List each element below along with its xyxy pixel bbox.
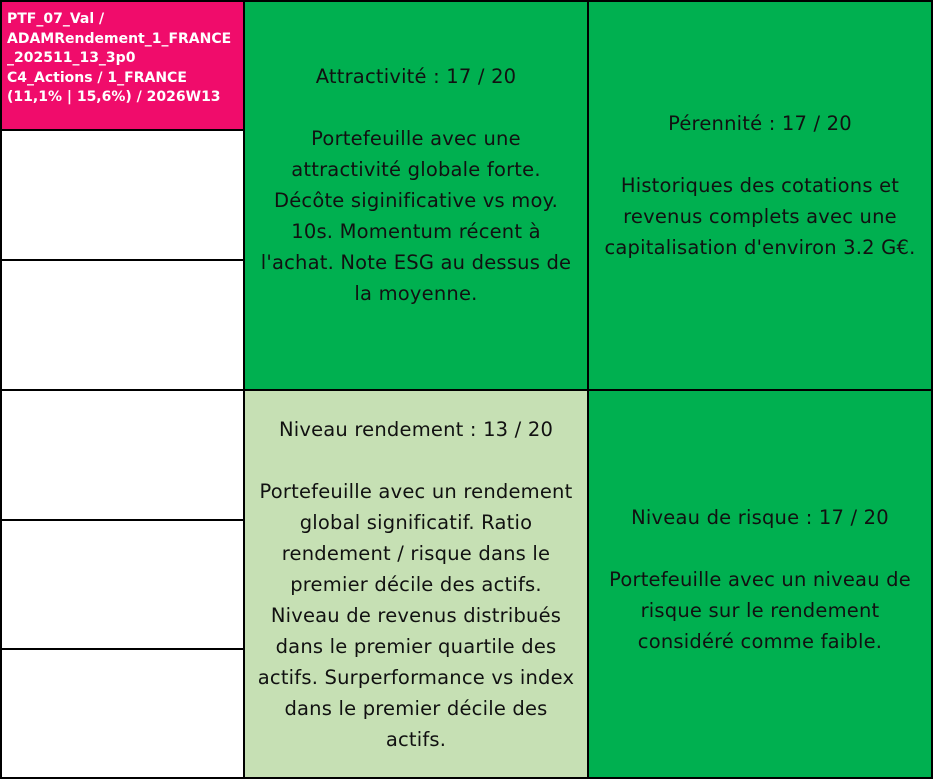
risque-line: Portefeuille avec un niveau de <box>609 567 911 591</box>
portfolio-header-cell[interactable] <box>0 0 245 131</box>
perennite-line: revenus complets avec une <box>623 205 897 228</box>
risque-description <box>609 564 911 657</box>
perennite-title: Pérennité : 17 / 20 <box>668 112 852 135</box>
rendement-line: rendement / risque dans le <box>281 541 551 565</box>
perennite-line: capitalisation d'environ 3.2 G€. <box>604 236 916 259</box>
attractivite-line: attractivité globale forte. <box>291 157 541 181</box>
perennite-line: Historiques des cotations et <box>620 174 900 197</box>
attractivite-line: la moyenne. <box>354 281 478 305</box>
portfolio-header-line: PTF_07_Val / <box>7 11 105 27</box>
rendement-description <box>258 476 574 755</box>
rendement-line: Portefeuille avec un rendement <box>259 479 573 503</box>
rendement-line: global significatif. Ratio <box>299 510 533 534</box>
rendement-title: Niveau rendement : 13 / 20 <box>278 417 554 441</box>
perennite-panel[interactable] <box>587 0 933 391</box>
empty-cell[interactable] <box>0 129 245 261</box>
attractivite-line: Portefeuille avec une <box>311 126 521 150</box>
rendement-line: dans le premier quartile des <box>275 634 557 658</box>
rendement-panel[interactable] <box>243 389 589 779</box>
rendement-line: dans le premier décile des <box>284 696 548 720</box>
portfolio-header-line: C4_Actions / 1_FRANCE <box>7 69 187 86</box>
empty-cell[interactable] <box>0 648 245 779</box>
perennite-description <box>604 170 915 263</box>
attractivite-line: l'achat. Note ESG au dessus de <box>260 250 572 274</box>
empty-cell[interactable] <box>0 389 245 521</box>
rendement-line: premier décile des actifs. <box>290 572 542 596</box>
risque-title: Niveau de risque : 17 / 20 <box>631 505 889 529</box>
empty-cell[interactable] <box>0 519 245 650</box>
attractivite-line: Décôte siginificative vs moy. <box>274 188 558 212</box>
attractivite-panel[interactable] <box>243 0 589 391</box>
risque-panel[interactable] <box>587 389 933 779</box>
attractivite-description <box>261 123 571 309</box>
rendement-line: actifs. Surperformance vs index <box>257 665 575 689</box>
risque-line: risque sur le rendement <box>640 598 880 622</box>
portfolio-header-line: _202511_13_3p0 <box>7 50 136 66</box>
rendement-line: Niveau de revenus distribués <box>270 603 562 627</box>
rendement-line: actifs. <box>385 727 447 751</box>
portfolio-header-line: (11,1% | 15,6%) / 2026W13 <box>7 89 221 105</box>
attractivite-title: Attractivité : 17 / 20 <box>315 64 517 88</box>
risque-line: considéré comme faible. <box>637 629 883 653</box>
empty-cell[interactable] <box>0 259 245 391</box>
attractivite-line: 10s. Momentum récent à <box>291 219 541 243</box>
portfolio-header-line: ADAMRendement_1_FRANCE <box>7 30 232 47</box>
